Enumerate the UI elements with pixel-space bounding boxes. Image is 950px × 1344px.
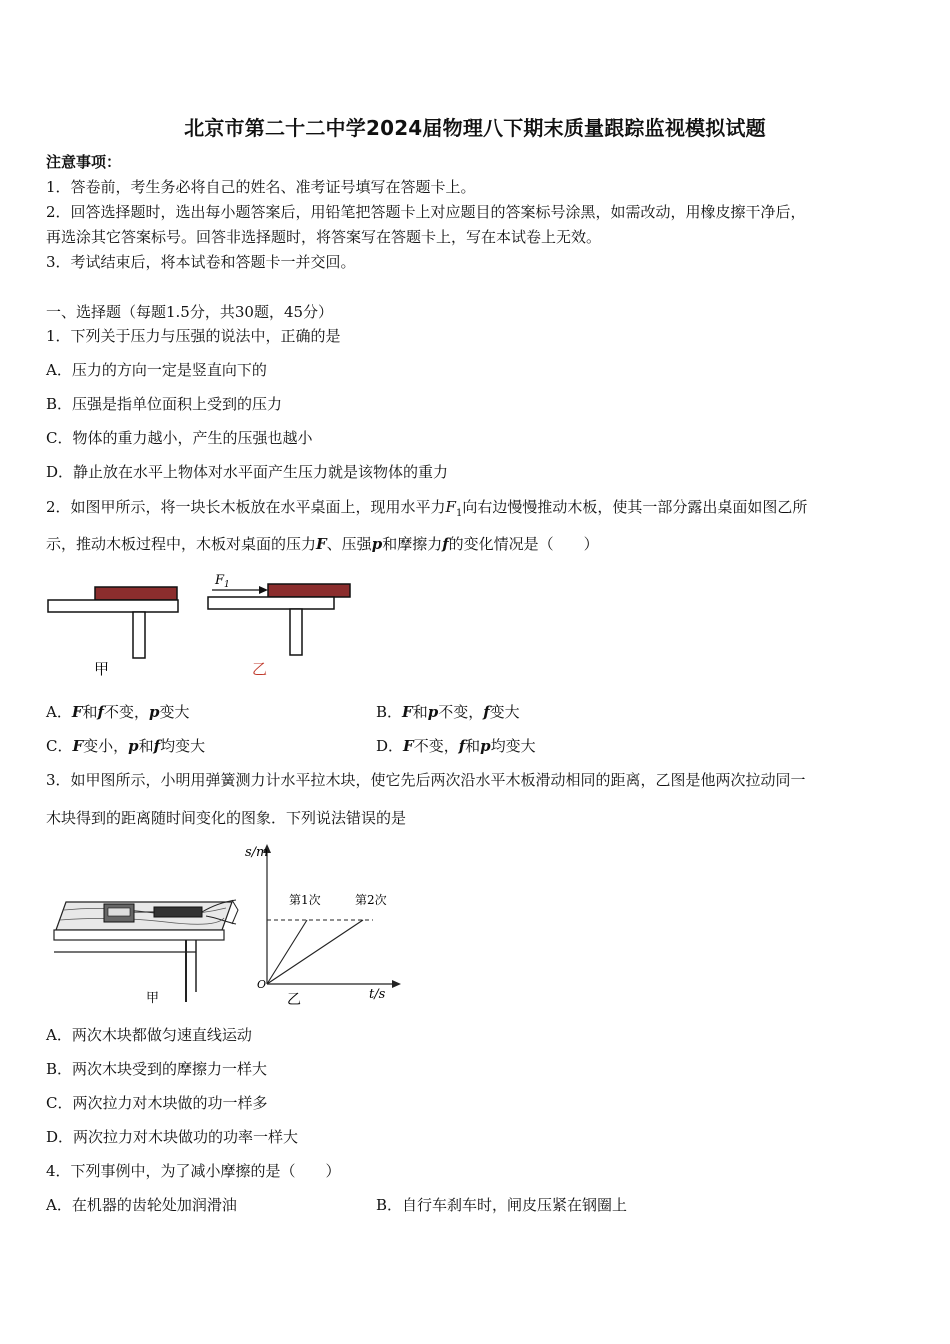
section-heading: 一、选择题（每题1.5分，共30题，45分） — [46, 303, 334, 321]
question-stem: 木块得到的距离随时间变化的图象．下列说法错误的是 — [46, 809, 407, 827]
label-yi: 乙 — [287, 992, 301, 1008]
option-b: B．压强是指单位面积上受到的压力 — [46, 395, 283, 413]
table-top — [208, 597, 334, 609]
option-b: B．两次木块受到的摩擦力一样大 — [46, 1060, 268, 1078]
option-a: A．在机器的齿轮处加润滑油 — [46, 1196, 237, 1214]
wooden-board — [56, 902, 232, 930]
option-b: B．F和p不变，f变大 — [376, 703, 520, 721]
board-figure — [40, 570, 370, 682]
series-line-1 — [267, 920, 307, 984]
question-stem: 1．下列关于压力与压强的说法中，正确的是 — [46, 327, 341, 345]
option-a: A．压力的方向一定是竖直向下的 — [46, 361, 267, 379]
option-c: C．两次拉力对木块做的功一样多 — [46, 1094, 268, 1112]
table-leg — [133, 612, 145, 658]
block-top — [108, 908, 130, 916]
figure-jia — [48, 587, 178, 678]
table-top — [54, 930, 224, 940]
question-stem: 2．如图甲所示，将一块长木板放在水平桌面上，现用水平力$F_1$向右边慢慢推动木板，使其一部分露出桌面如图乙所 — [46, 498, 808, 519]
series-label-2: 第2次 — [355, 893, 387, 907]
notice-item: 1．答卷前，考生务必将自己的姓名、准考证号填写在答题卡上。 — [46, 178, 476, 196]
origin-label: O — [257, 978, 267, 991]
label-jia: 甲 — [94, 660, 110, 678]
option-a: A．两次木块都做匀速直线运动 — [46, 1026, 252, 1044]
option-d: D．F不变，f和p均变大 — [376, 737, 536, 755]
table-leg — [290, 609, 302, 655]
figure-yi — [208, 573, 350, 678]
force-arrowhead — [259, 586, 268, 594]
notice-item: 再选涂其它答案标号。回答非选择题时，将答案写在答题卡上，写在本试卷上无效。 — [46, 228, 602, 246]
st-graph — [245, 838, 405, 1010]
label-yi: 乙 — [252, 660, 268, 678]
series-label-1: 第1次 — [289, 893, 321, 907]
notice-item: 3．考试结束后，将本试卷和答题卡一并交回。 — [46, 253, 356, 271]
board — [95, 587, 177, 600]
label-jia: 甲 — [146, 991, 160, 1006]
option-b: B．自行车刹车时，闸皮压紧在钢圈上 — [376, 1196, 628, 1214]
option-c: C．物体的重力越小，产生的压强也越小 — [46, 429, 313, 447]
board — [268, 584, 350, 597]
notice-heading: 注意事项： — [46, 153, 122, 171]
spring-scale — [154, 907, 202, 917]
x-axis-label: t/s — [369, 987, 386, 1002]
apparatus-figure — [46, 880, 246, 1010]
option-c: C．F变小，p和f均变大 — [46, 737, 206, 755]
x-axis-arrow — [392, 980, 401, 988]
option-d: D．两次拉力对木块做功的功率一样大 — [46, 1128, 299, 1146]
force-label: $F_1$ — [215, 573, 230, 590]
question-stem: 示，推动木板过程中，木板对桌面的压力F、压强p和摩擦力f的变化情况是（ ） — [46, 535, 599, 553]
notice-item: 2．回答选择题时，选出每小题答案后，用铅笔把答题卡上对应题目的答案标号涂黑，如需改动，用橡皮擦干净后， — [46, 203, 806, 221]
y-axis-label: s/m — [245, 845, 269, 860]
page-title: 北京市第二十二中学2024届物理八下期末质量跟踪监视模拟试题 — [184, 116, 766, 140]
question-stem: 3．如甲图所示，小明用弹簧测力计水平拉木块，使它先后两次沿水平木板滑动相同的距离，乙图是他两次拉动同一 — [46, 771, 806, 789]
option-d: D．静止放在水平上物体对水平面产生压力就是该物体的重力 — [46, 463, 449, 481]
option-a: A．F和f不变，p变大 — [46, 703, 190, 721]
question-stem: 4．下列事例中，为了减小摩擦的是（ ） — [46, 1162, 341, 1180]
table-top — [48, 600, 178, 612]
series-line-2 — [267, 920, 363, 984]
